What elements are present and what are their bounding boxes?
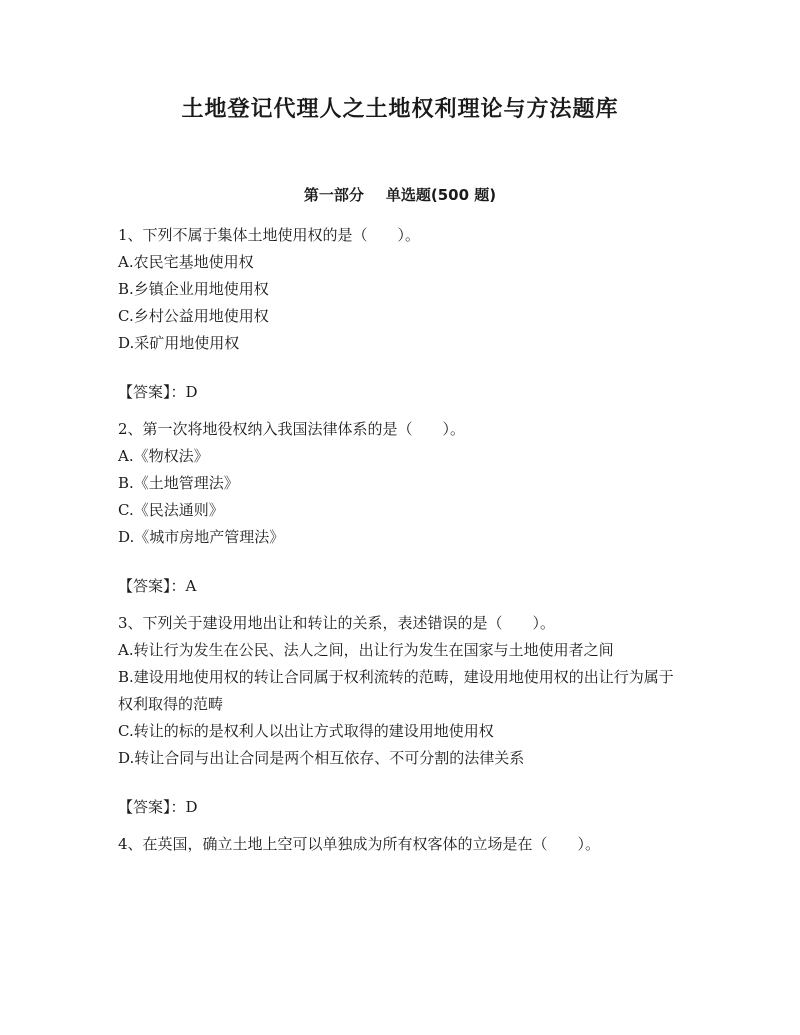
question-option: B.乡镇企业用地使用权	[118, 280, 269, 298]
answer-line: 【答案】：D	[118, 798, 198, 816]
question-option: C.《民法通则》	[118, 501, 224, 519]
question-option: C.乡村公益用地使用权	[118, 307, 269, 325]
question-option: C.转让的标的是权利人以出让方式取得的建设用地使用权	[118, 722, 494, 740]
question-option: A.农民宅基地使用权	[118, 253, 254, 271]
answer-line: 【答案】：D	[118, 383, 198, 401]
section-heading	[0, 184, 800, 205]
question-stem: 1、下列不属于集体土地使用权的是（ ）。	[118, 226, 421, 244]
question-option: B.建设用地使用权的转让合同属于权利流转的范畴，建设用地使用权的出让行为属于权利取得的范畴	[118, 668, 674, 713]
question-item	[118, 831, 678, 858]
question-option: A.转让行为发生在公民、法人之间，出让行为发生在国家与土地使用者之间	[118, 641, 614, 659]
question-option: D.转让合同与出让合同是两个相互依存、不可分割的法律关系	[118, 749, 525, 767]
answer-line: 【答案】：A	[118, 577, 197, 595]
question-option: A.《物权法》	[118, 447, 209, 465]
question-stem: 4、在英国，确立土地上空可以单独成为所有权客体的立场是在（ ）。	[118, 835, 601, 853]
question-option: B.《土地管理法》	[118, 474, 239, 492]
question-item	[118, 222, 678, 406]
question-item	[118, 610, 678, 821]
question-option: D.采矿用地使用权	[118, 334, 240, 352]
question-list	[118, 222, 678, 858]
document-title: 土地登记代理人之土地权利理论与方法题库	[181, 97, 619, 122]
question-stem: 2、第一次将地役权纳入我国法律体系的是（ ）。	[118, 420, 466, 438]
section-label: 第一部分	[303, 186, 364, 204]
question-stem: 3、下列关于建设用地出让和转让的关系，表述错误的是（ ）。	[118, 614, 556, 632]
question-option: D.《城市房地产管理法》	[118, 528, 285, 546]
question-item	[118, 416, 678, 600]
section-name: 单选题(500 题)	[385, 186, 497, 204]
